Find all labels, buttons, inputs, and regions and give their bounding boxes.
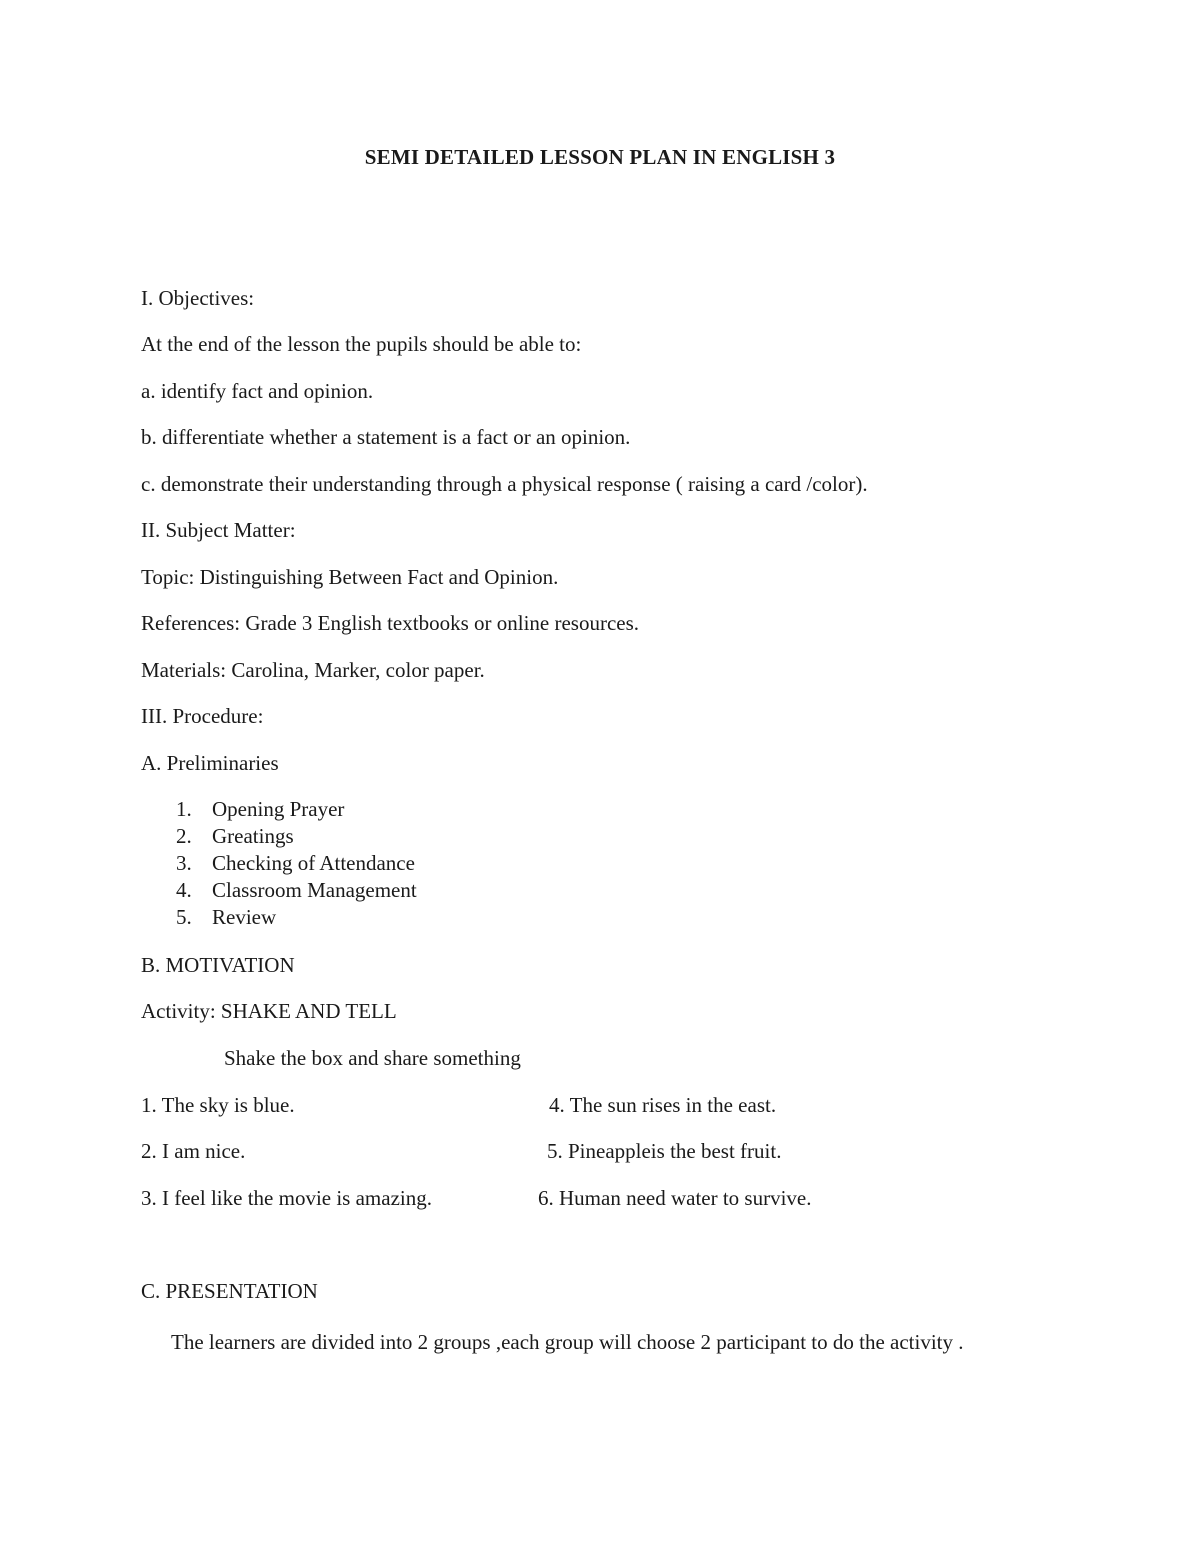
list-label: Greatings — [212, 824, 294, 848]
statement-item: 2. I am nice. — [141, 1139, 246, 1163]
objectives-heading: I. Objectives: — [141, 286, 255, 310]
procedure-heading: III. Procedure: — [141, 704, 264, 728]
objective-item: c. demonstrate their understanding through a physical response ( raising a card /color). — [141, 472, 868, 496]
list-number: 4. — [176, 878, 192, 902]
objectives-intro: At the end of the lesson the pupils should be able to: — [141, 332, 582, 356]
list-number: 5. — [176, 905, 192, 929]
objective-item: b. differentiate whether a statement is a fact or an opinion. — [141, 425, 631, 449]
preliminaries-list — [0, 799, 1200, 939]
statement-item: 4. The sun rises in the east. — [549, 1093, 777, 1117]
statement-item: 3. I feel like the movie is amazing. — [141, 1186, 432, 1210]
document-title: SEMI DETAILED LESSON PLAN IN ENGLISH 3 — [364, 145, 836, 169]
statement-item: 5. Pineappleis the best fruit. — [547, 1139, 782, 1163]
activity-line: Activity: SHAKE AND TELL — [141, 999, 397, 1023]
presentation-paragraph: The learners are divided into 2 groups ,each group will choose 2 participant to do the activity . — [171, 1330, 964, 1354]
statement-item: 1. The sky is blue. — [141, 1093, 295, 1117]
presentation-heading: C. PRESENTATION — [141, 1279, 318, 1303]
preliminaries-heading: A. Preliminaries — [141, 751, 279, 775]
materials-line: Materials: Carolina, Marker, color paper. — [141, 658, 485, 682]
list-label: Checking of Attendance — [212, 851, 415, 875]
objective-item: a. identify fact and opinion. — [141, 379, 374, 403]
list-label: Review — [212, 905, 277, 929]
list-label: Opening Prayer — [212, 797, 345, 821]
list-number: 3. — [176, 851, 192, 875]
list-label: Classroom Management — [212, 878, 417, 902]
subject-matter-heading: II. Subject Matter: — [141, 518, 296, 542]
activity-instruction: Shake the box and share something — [224, 1046, 521, 1070]
list-number: 1. — [176, 797, 192, 821]
statement-item: 6. Human need water to survive. — [538, 1186, 812, 1210]
references-line: References: Grade 3 English textbooks or online resources. — [141, 611, 640, 635]
topic-line: Topic: Distinguishing Between Fact and Opinion. — [141, 565, 559, 589]
list-number: 2. — [176, 824, 192, 848]
motivation-heading: B. MOTIVATION — [141, 953, 295, 977]
